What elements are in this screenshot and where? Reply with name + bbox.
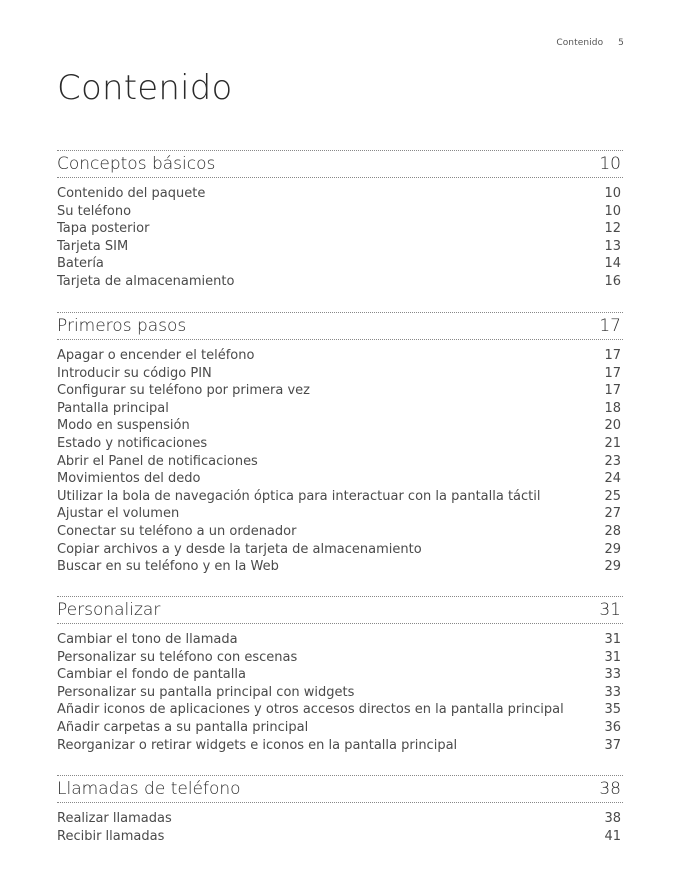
toc-entry-label: Personalizar su pantalla principal con widgets — [57, 684, 355, 700]
toc-entry-page: 29 — [604, 541, 621, 557]
toc-entry-page: 28 — [604, 523, 621, 539]
toc-entry[interactable] — [57, 273, 623, 291]
toc-entry-label: Conectar su teléfono a un ordenador — [57, 523, 297, 539]
toc-entry[interactable] — [57, 488, 623, 506]
toc-entry-label: Personalizar su teléfono con escenas — [57, 649, 298, 665]
toc-entry-page: 41 — [604, 828, 621, 844]
toc-entry[interactable] — [57, 719, 623, 737]
toc-entry-page: 17 — [604, 383, 621, 399]
toc-entry-label: Cambiar el tono de llamada — [57, 632, 238, 647]
toc-entry-page: 31 — [604, 632, 621, 647]
toc-entry[interactable] — [57, 523, 623, 541]
toc-entry-page: 31 — [604, 649, 621, 665]
toc-entry-page: 24 — [604, 471, 621, 487]
toc-section-title: Personalizar — [57, 600, 161, 620]
toc-entry-page: 16 — [604, 273, 621, 289]
toc-entry-page: 10 — [604, 203, 621, 219]
toc-entry[interactable] — [57, 203, 623, 221]
running-header-section: Contenido — [556, 38, 604, 48]
toc-section-llamadas-de-telefono — [57, 775, 623, 845]
toc-entry-page: 17 — [604, 348, 621, 363]
toc-entry[interactable] — [57, 810, 623, 828]
toc-entry-page: 37 — [604, 737, 621, 753]
toc-entry-label: Estado y notificaciones — [57, 435, 208, 451]
toc-entry-page: 36 — [604, 719, 621, 735]
toc-entry-page: 35 — [604, 702, 621, 718]
toc-entry[interactable] — [57, 737, 623, 755]
toc-entry-label: Tarjeta de almacenamiento — [57, 273, 235, 289]
toc-entry[interactable] — [57, 365, 623, 383]
toc-section-conceptos-basicos — [57, 150, 623, 291]
toc-entry[interactable] — [57, 453, 623, 471]
toc-section-page: 38 — [599, 779, 621, 799]
toc-entry[interactable] — [57, 347, 623, 365]
toc-entry[interactable] — [57, 631, 623, 649]
toc-entry-page: 27 — [604, 506, 621, 522]
toc-entry-label: Añadir iconos de aplicaciones y otros accesos directos en la pantalla principal — [57, 702, 564, 718]
toc-entry[interactable] — [57, 828, 623, 846]
toc-section-title: Primeros pasos — [57, 316, 187, 336]
toc-entry[interactable] — [57, 185, 623, 203]
running-header — [556, 38, 624, 48]
toc-entry-page: 18 — [604, 400, 621, 416]
toc-entry-label: Recibir llamadas — [57, 828, 165, 844]
toc-entry-label: Ajustar el volumen — [57, 506, 180, 522]
toc-section-primeros-pasos — [57, 312, 623, 576]
toc-entry-label: Introducir su código PIN — [57, 365, 212, 381]
toc-entry-label: Contenido del paquete — [57, 186, 206, 201]
toc-entry[interactable] — [57, 417, 623, 435]
toc-entry[interactable] — [57, 505, 623, 523]
toc-entry[interactable] — [57, 470, 623, 488]
toc-entries — [57, 631, 623, 754]
toc-entry-page: 13 — [604, 238, 621, 254]
toc-entry-page: 20 — [604, 418, 621, 434]
toc-entry-page: 14 — [604, 256, 621, 272]
toc-section-title: Conceptos básicos — [57, 154, 216, 174]
toc-entry-label: Añadir carpetas a su pantalla principal — [57, 719, 309, 735]
toc-section-heading[interactable] — [57, 150, 623, 178]
toc-entry[interactable] — [57, 684, 623, 702]
toc-entry[interactable] — [57, 238, 623, 256]
toc-entry-label: Copiar archivos a y desde la tarjeta de almacenamiento — [57, 541, 422, 557]
toc-entry-label: Abrir el Panel de notificaciones — [57, 453, 258, 469]
toc-entry-page: 38 — [604, 811, 621, 826]
toc-entry[interactable] — [57, 382, 623, 400]
toc-entries — [57, 810, 623, 845]
toc-entry-label: Buscar en su teléfono y en la Web — [57, 559, 279, 575]
toc-entries — [57, 347, 623, 576]
toc-entry-page: 17 — [604, 365, 621, 381]
page-title: Contenido — [57, 68, 233, 108]
toc-entry-page: 12 — [604, 221, 621, 237]
toc-entry-label: Movimientos del dedo — [57, 471, 201, 487]
toc-entries — [57, 185, 623, 291]
toc-entry-page: 21 — [604, 435, 621, 451]
toc-entry[interactable] — [57, 666, 623, 684]
toc-entry[interactable] — [57, 541, 623, 559]
toc-entry[interactable] — [57, 220, 623, 238]
toc-entry-label: Modo en suspensión — [57, 418, 190, 434]
toc-entry-label: Su teléfono — [57, 203, 132, 219]
toc-entry-page: 10 — [604, 186, 621, 201]
toc-entry-label: Reorganizar o retirar widgets e iconos en la pantalla principal — [57, 737, 458, 753]
toc-entry-label: Tarjeta SIM — [57, 238, 129, 254]
toc-entry[interactable] — [57, 649, 623, 667]
toc-entry-page: 33 — [604, 684, 621, 700]
toc-section-page: 10 — [599, 154, 621, 174]
toc-section-title: Llamadas de teléfono — [57, 779, 241, 799]
toc-entry-label: Apagar o encender el teléfono — [57, 348, 255, 363]
toc-entry-label: Configurar su teléfono por primera vez — [57, 383, 310, 399]
toc-section-heading[interactable] — [57, 775, 623, 803]
toc-section-heading[interactable] — [57, 312, 623, 340]
toc-section-page: 17 — [599, 316, 621, 336]
toc-entry-label: Cambiar el fondo de pantalla — [57, 667, 246, 683]
toc-entry-label: Utilizar la bola de navegación óptica para interactuar con la pantalla táctil — [57, 488, 541, 504]
toc-section-page: 31 — [599, 600, 621, 620]
toc-section-heading[interactable] — [57, 596, 623, 624]
toc-entry[interactable] — [57, 558, 623, 576]
toc-entry-page: 23 — [604, 453, 621, 469]
toc-entry-label: Batería — [57, 256, 104, 272]
toc-entry[interactable] — [57, 400, 623, 418]
toc-entry[interactable] — [57, 255, 623, 273]
toc-entry-page: 29 — [604, 559, 621, 575]
toc-entry[interactable] — [57, 701, 623, 719]
toc-entry[interactable] — [57, 435, 623, 453]
toc-entry-label: Realizar llamadas — [57, 811, 172, 826]
toc-entry-label: Pantalla principal — [57, 400, 169, 416]
toc-entry-page: 33 — [604, 667, 621, 683]
running-header-page-number: 5 — [618, 38, 624, 48]
toc-entry-label: Tapa posterior — [57, 221, 150, 237]
toc-section-personalizar — [57, 596, 623, 754]
toc-entry-page: 25 — [604, 488, 621, 504]
